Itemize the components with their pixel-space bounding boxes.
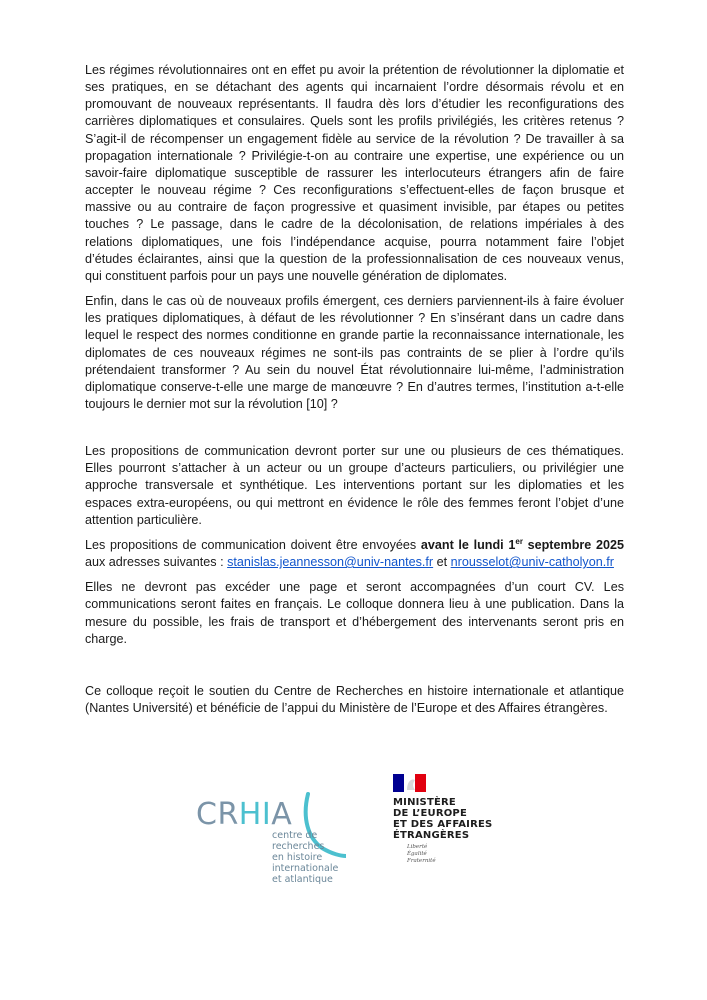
ministere-logo: [389, 770, 501, 876]
ministere-devise: Liberté Égalité Fraternité: [407, 844, 436, 864]
paragraph-pratiques: Enfin, dans le cas où de nouveaux profils émergent, ces derniers parviennent-ils à faire évoluer les pratiques diplomatiques, à défaut de les révolutionner ? En s’insérant dans un cadre dans lequel le respect des normes conditionne en grande partie la reconnaissance internationale, les diplomates de ces nouveaux régimes ne sont-ils pas contraints de se plier à l’ordre qu’ils prétendaient transformer ? Au sein du nouvel État révolutionnaire lui-même, l’administration diplomatique conserve-t-elle une marge de manœuvre ? En d’autres termes, l’institution a-t-elle toujours le dernier mot sur la révolution [10] ?: [85, 294, 624, 411]
document-body: [85, 62, 624, 725]
ministere-name: MINISTÈRE DE L’EUROPE ET DES AFFAIRES ÉTRANGÈRES: [393, 797, 493, 841]
paragraph-propositions: Les propositions de communication devront porter sur une ou plusieurs de ces thématiques. Elles pourront s’attacher à un acteur ou un groupe d’acteurs particuliers, ou privilégier une approche transversale et synthétique. Les interventions portant sur les diplomaties et les espaces extra-européens, ou qui mettront en évidence le rôle des femmes feront l’objet d’une attention particulière.: [85, 444, 624, 527]
spacer: [85, 656, 624, 683]
email-link-jeannesson[interactable]: stanislas.jeannesson@univ-nantes.fr: [227, 555, 434, 570]
marianne-flag-icon: [393, 774, 426, 792]
paragraph-reconfigurations: Les régimes révolutionnaires ont en effet pu avoir la prétention de révolutionner la diplomatie et ses pratiques, en se détachant des agents qui incarnaient l’ordre désormais révolu et en promouvant de nouveaux représentants. Il faudra dès lors d’étudier les reconfigurations des carrières diplomatiques et consulaires. Quels sont les profils privilégiés, les critères retenus ? S’agit-il de récompenser un engagement fidèle au service de la révolution ? De travailler à sa propagation internationale ? Privilégie-t-on au contraire une expertise, une expérience ou un savoir-faire diplomatique susceptible de rassurer les interlocuteurs étrangers afin de faire accepter le nouveau régime ? Ces reconfigurations s’effectuent-elles de façon brusque et massive ou au contraire de façon progressive et quasiment invisible, par étapes ou petites touches ? Le passage, dans le cadre de la décolonisation, de relations impériales à des relations diplomatiques, une fois l’indépendance acquise, pourra notamment faire l’objet d’études éclairantes, ainsi que la question de la professionnalisation de ces nouveaux venus, qui constituent parfois pour un pays une nouvelle génération de diplomates.: [85, 63, 624, 283]
adresses-text: aux adresses suivantes :: [85, 555, 228, 570]
crhia-logo: [196, 790, 346, 885]
paragraph-envoi: Les propositions de communication doivent être envoyées avant le lundi 1er septembre 2025 aux adresses suivantes : stanislas.jeannesson@univ-nantes.fr et nrousselot@univ-catholyon.fr: [85, 536, 624, 570]
email-link-rousselot[interactable]: nrousselot@univ-catholyon.fr: [450, 555, 614, 570]
crhia-wordmark: CRHIA: [196, 797, 293, 832]
envoi-text: Les propositions de communication doivent être envoyées: [85, 537, 421, 552]
paragraph-soutien: Ce colloque reçoit le soutien du Centre de Recherches en histoire internationale et atlantique (Nantes Université) et bénéficie de l’appui du Ministère de l’Europe et des Affaires étrangères.: [85, 683, 624, 715]
spacer: [85, 421, 624, 443]
paragraph-conditions: Elles ne devront pas excéder une page et seront accompagnées d’un court CV. Les communications seront faites en français. Le colloque donnera lieu à une publication. Dans la mesure du possible, les frais de transport et d’hébergement des intervenants seront pris en charge.: [85, 580, 624, 646]
crhia-subtitle: centre de recherches en histoire internationale et atlantique: [272, 830, 339, 885]
deadline-text: avant le lundi 1er septembre 2025: [420, 536, 624, 552]
